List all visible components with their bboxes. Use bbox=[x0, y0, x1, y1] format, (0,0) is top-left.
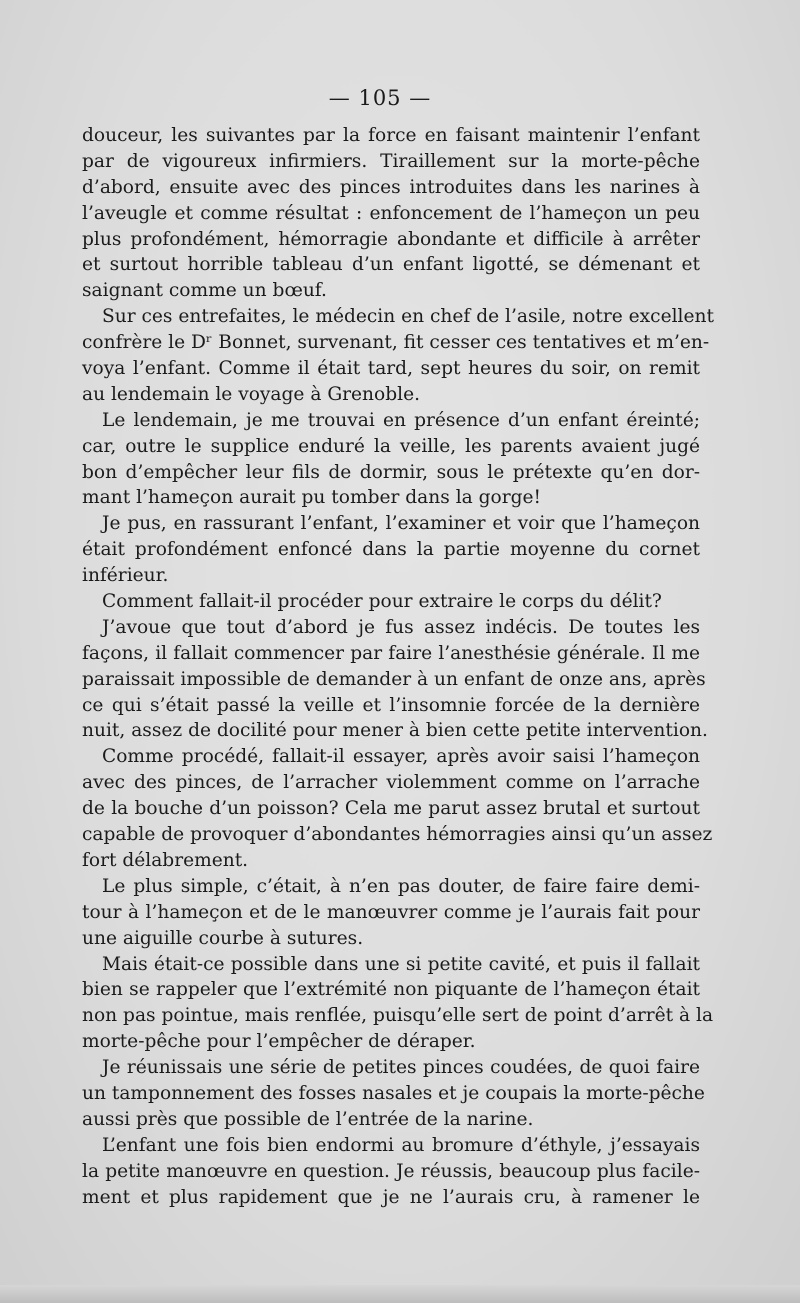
text-line: Le plus simple, c’était, à n’en pas douter, de faire faire demi- bbox=[102, 875, 700, 897]
text-line: confrère le Dʳ Bonnet, survenant, fit cesser ces tentatives et m’en- bbox=[82, 332, 710, 354]
text-line: tour à l’hameçon et de le manœuvrer comme je l’aurais fait pour bbox=[82, 901, 700, 923]
text-line: Je réunissais une série de petites pinces coudées, de quoi faire bbox=[102, 1057, 700, 1079]
text-line: nuit, assez de docilité pour mener à bien cette petite intervention. bbox=[82, 720, 708, 742]
text-line: Le lendemain, je me trouvai en présence d’un enfant éreinté; bbox=[102, 409, 700, 431]
text-line: ce qui s’était passé la veille et l’insomnie forcée de la dernière bbox=[82, 694, 700, 716]
text-line: J’avoue que tout d’abord je fus assez indécis. De toutes les bbox=[102, 616, 700, 638]
text-line: mant l’hameçon aurait pu tomber dans la gorge! bbox=[82, 487, 541, 509]
text-line: l’aveugle et comme résultat : enfoncement de l’hameçon un peu bbox=[82, 202, 700, 224]
text-line: saignant comme un bœuf. bbox=[82, 280, 327, 302]
text-line: Comme procédé, fallait-il essayer, après avoir saisi l’hameçon bbox=[102, 746, 700, 768]
text-line: bon d’empêcher leur fils de dormir, sous le prétexte qu’en dor- bbox=[82, 461, 700, 483]
text-line: inférieur. bbox=[82, 565, 169, 587]
text-line: une aiguille courbe à sutures. bbox=[82, 927, 364, 949]
text-line: L’enfant une fois bien endormi au bromure d’éthyle, j’essayais bbox=[102, 1134, 700, 1156]
page-edge bbox=[0, 1285, 800, 1303]
text-line: Mais était-ce possible dans une si petite cavité, et puis il fallait bbox=[102, 953, 700, 975]
text-line: façons, il fallait commencer par faire l’anesthésie générale. Il me bbox=[82, 642, 700, 664]
text-line: au lendemain le voyage à Grenoble. bbox=[82, 383, 420, 405]
text-line: fort délabrement. bbox=[82, 849, 249, 871]
text-line: bien se rappeler que l’extrémité non piquante de l’hameçon était bbox=[82, 979, 700, 1001]
text-line: ment et plus rapidement que je ne l’aurais cru, à ramener le bbox=[82, 1186, 700, 1208]
text-line: non pas pointue, mais renflée, puisqu’elle sert de point d’arrêt à la bbox=[82, 1005, 714, 1027]
text-line: morte-pêche pour l’empêcher de déraper. bbox=[82, 1031, 476, 1053]
body-text bbox=[82, 123, 714, 1210]
page-number: — 105 — bbox=[328, 86, 432, 110]
text-line: voya l’enfant. Comme il était tard, sept heures du soir, on remit bbox=[82, 358, 700, 380]
text-line: Sur ces entrefaites, le médecin en chef de l’asile, notre excellent bbox=[102, 306, 714, 328]
text-line: et surtout horrible tableau d’un enfant ligotté, se démenant et bbox=[82, 254, 700, 276]
text-line: car, outre le supplice enduré la veille, les parents avaient jugé bbox=[82, 435, 700, 457]
text-line: d’abord, ensuite avec des pinces introduites dans les narines à bbox=[82, 176, 700, 198]
text-line: Comment fallait-il procéder pour extraire le corps du délit? bbox=[102, 591, 662, 613]
text-line: capable de provoquer d’abondantes hémorragies ainsi qu’un assez bbox=[82, 824, 713, 846]
text-line: un tamponnement des fosses nasales et je coupais la morte-pêche bbox=[82, 1082, 705, 1104]
text-line: douceur, les suivantes par la force en faisant maintenir l’enfant bbox=[82, 125, 700, 146]
text-line: était profondément enfoncé dans la partie moyenne du cornet bbox=[82, 539, 700, 561]
text-line: avec des pinces, de l’arracher violemment comme on l’arrache bbox=[82, 772, 700, 794]
text-line: la petite manœuvre en question. Je réussis, beaucoup plus facile- bbox=[82, 1160, 700, 1182]
text-line: Je pus, en rassurant l’enfant, l’examiner et voir que l’hameçon bbox=[102, 513, 700, 535]
text-line: par de vigoureux infirmiers. Tiraillement sur la morte-pêche bbox=[82, 150, 700, 172]
text-line: plus profondément, hémorragie abondante et difficile à arrêter bbox=[82, 228, 700, 250]
text-line: aussi près que possible de l’entrée de la narine. bbox=[82, 1108, 534, 1130]
text-line: paraissait impossible de demander à un enfant de onze ans, après bbox=[82, 668, 706, 690]
text-line: de la bouche d’un poisson? Cela me parut assez brutal et surtout bbox=[82, 798, 700, 820]
